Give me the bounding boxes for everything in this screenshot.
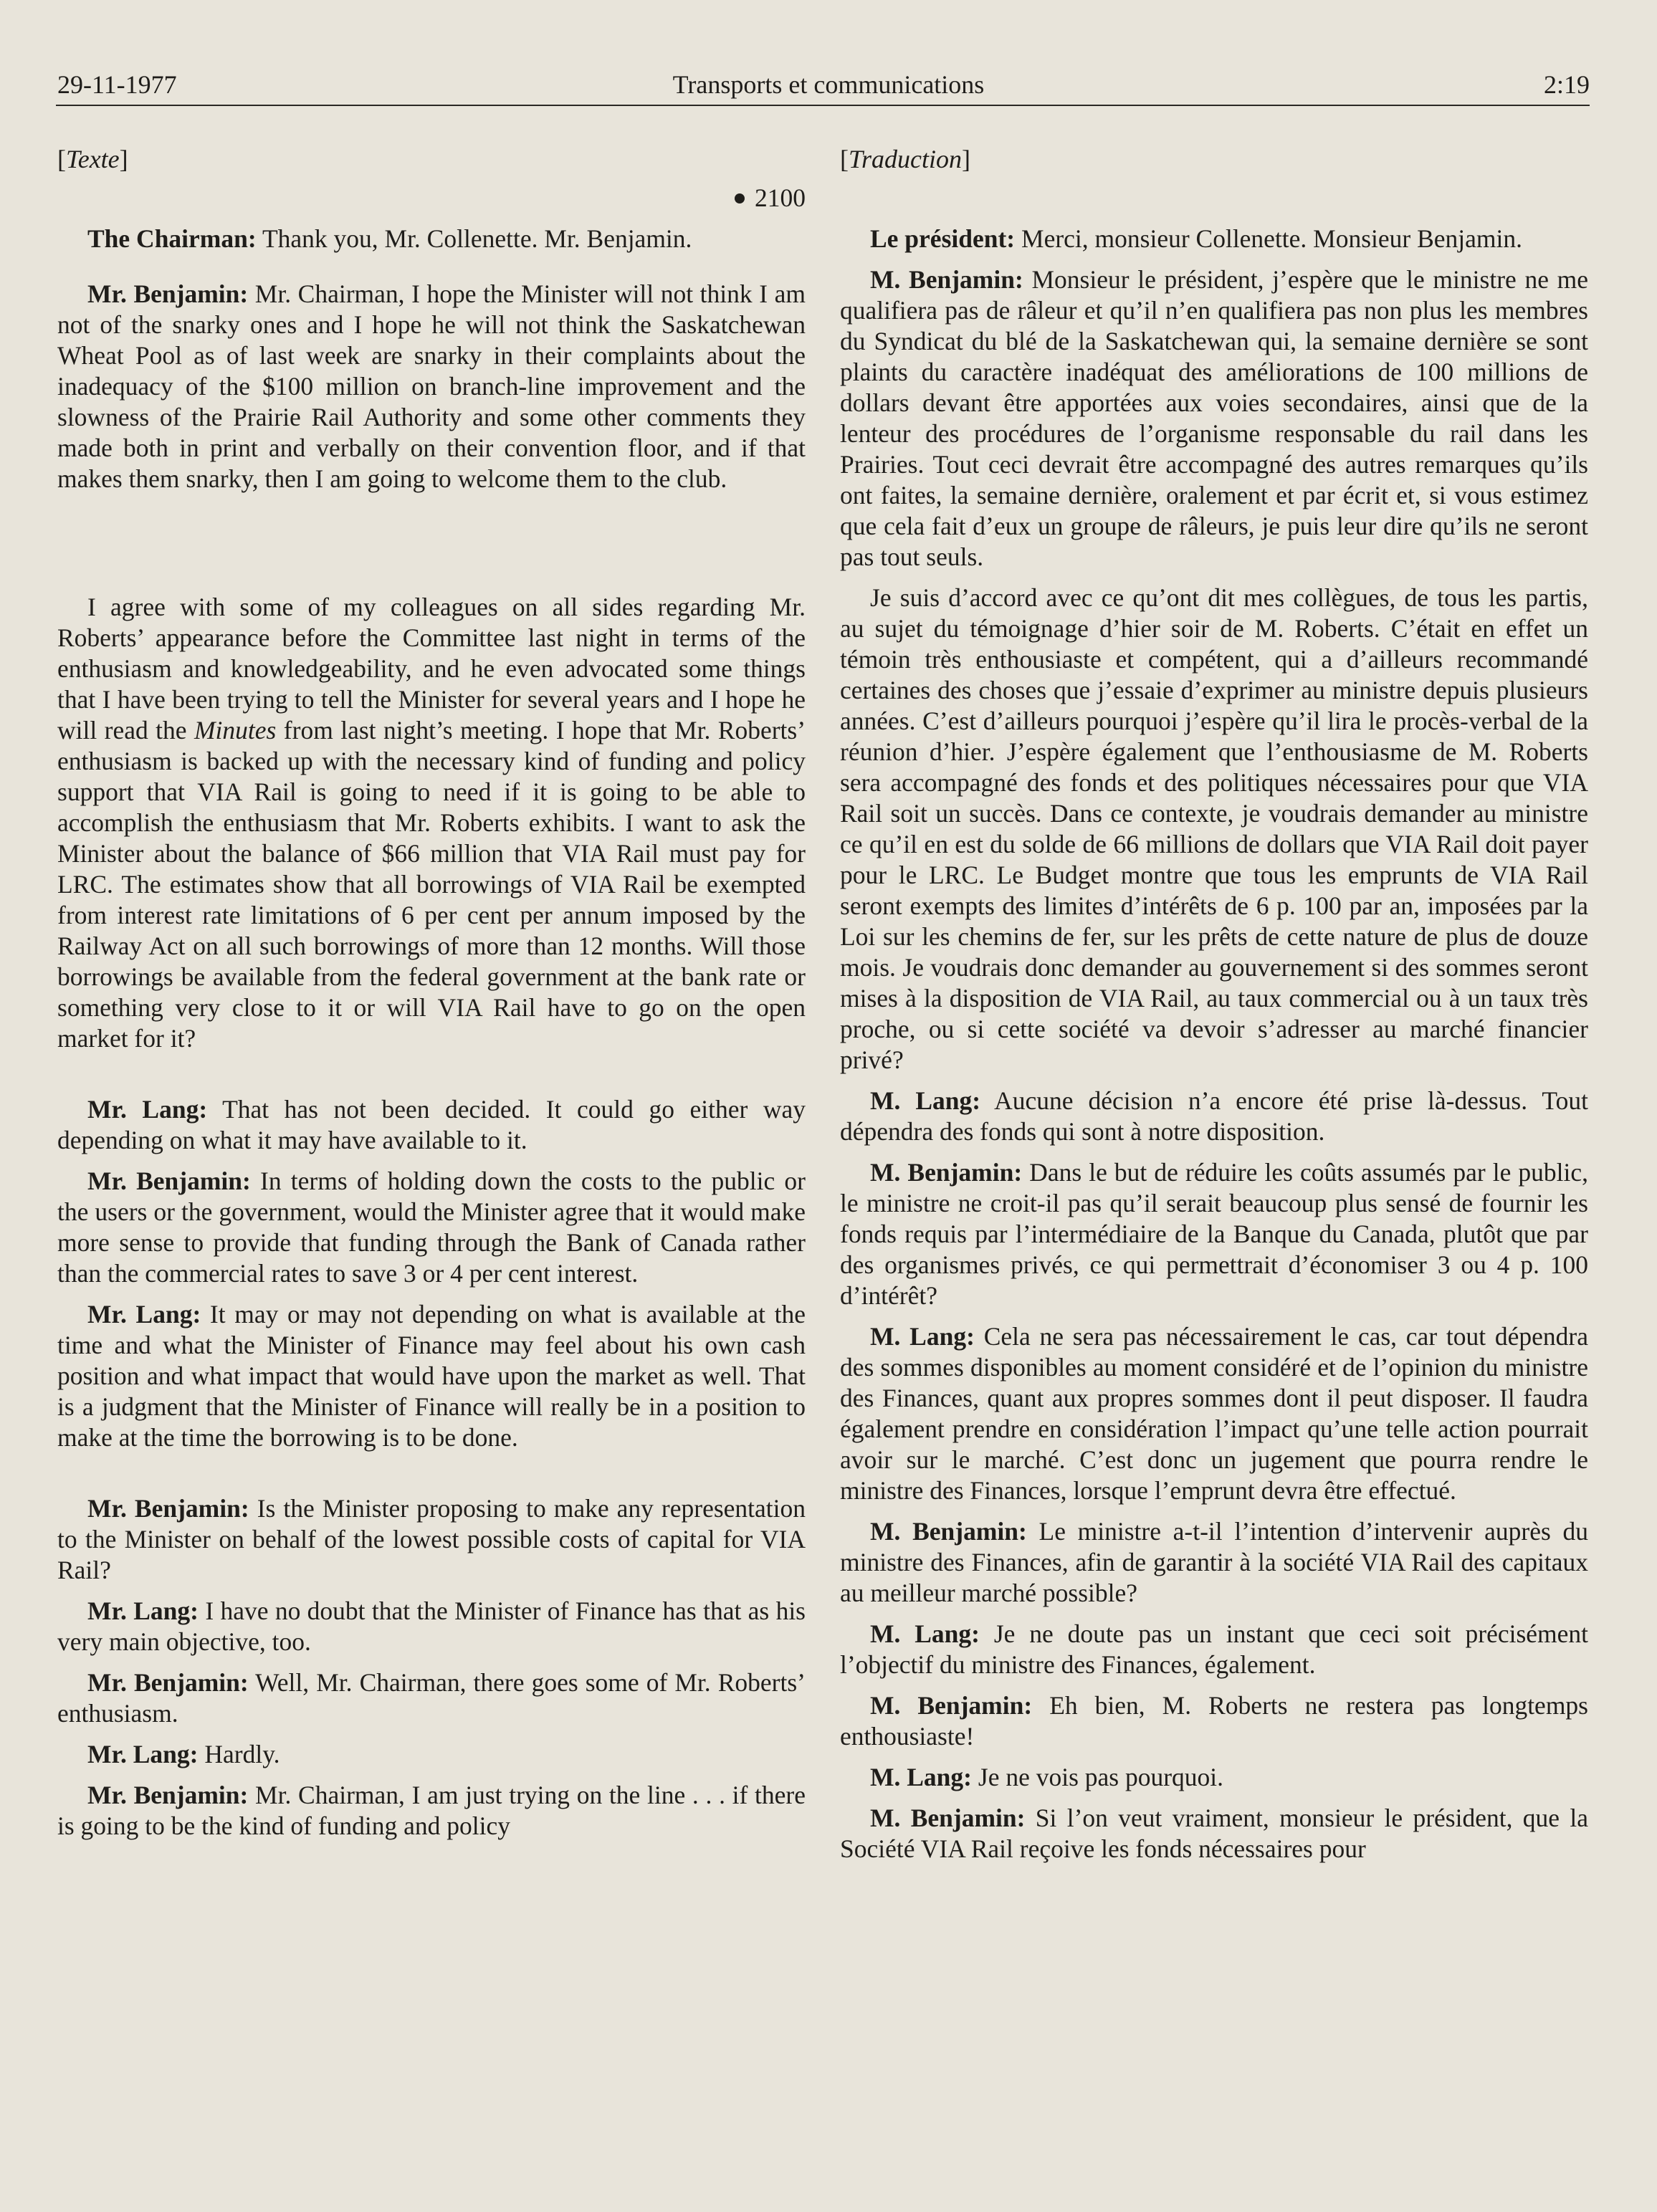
speech-text: Je ne doute pas un instant que ceci soit précisément l’objectif du ministre des Finances, également. [840, 1619, 1588, 1679]
time-value: 2100 [755, 183, 806, 212]
header-rule [56, 105, 1590, 106]
paragraph [840, 264, 1588, 573]
paragraph [57, 1299, 806, 1453]
speech-text: Mr. Chairman, I hope the Minister will not think I am not of the snarky ones and I hope he will not think the Saskatchewan Wheat Pool as of last week are snarky in their complaints about the inadequacy of the $100 million on branch-line improvement and the slowness of the Prairie Rail Authority and some other comments they made both in print and verbally on their convention floor, and if that makes them snarky, then I am going to welcome them to the club. [57, 279, 806, 493]
speaker-name: M. Lang: [870, 1322, 975, 1351]
speaker-name: Mr. Lang: [87, 1740, 199, 1768]
speaker-name: Mr. Benjamin: [87, 279, 249, 308]
speaker-name: Mr. Lang: [87, 1095, 208, 1124]
speaker-name: M. Benjamin: [870, 1804, 1026, 1832]
speech-text: Le ministre a-t-il l’intention d’intervenir auprès du ministre des Finances, afin de garantir à la société VIA Rail des capitaux au meilleur marché possible? [840, 1517, 1589, 1607]
speech-text: Hardly. [204, 1740, 280, 1768]
paragraph [840, 1321, 1588, 1506]
bullet-dot-icon [735, 193, 745, 204]
column-label-traduction: [Traduction] [840, 145, 971, 173]
paragraph [57, 1493, 806, 1586]
paragraph [840, 583, 1588, 1076]
speech-text: I agree with some of my colleagues on all sides regarding Mr. Roberts’ appearance before the Committee last night in terms of the enthusiasm and knowledgeability, and he even advocated some things that I have been trying to tell the Minister for several years and I hope he will read the [57, 593, 806, 744]
column-label-text: Texte [66, 145, 120, 173]
paragraph [57, 1780, 806, 1842]
paragraph [840, 1762, 1588, 1793]
paragraph [57, 1667, 806, 1729]
paragraph [840, 224, 1588, 254]
speech-text: Je ne vois pas pourquoi. [978, 1763, 1224, 1791]
paragraph [840, 1690, 1588, 1752]
time-marker-spacer [840, 182, 1588, 214]
paragraph [840, 1803, 1588, 1864]
time-marker [57, 182, 806, 214]
speaker-name: M. Lang: [870, 1763, 972, 1791]
speaker-name: M. Benjamin: [870, 1691, 1033, 1720]
speech-text: Si l’on veut vraiment, monsieur le président, que la Société VIA Rail reçoive les fonds nécessaires pour [840, 1804, 1588, 1863]
paragraph [57, 224, 806, 254]
french-column [840, 143, 1588, 1864]
speech-text: I have no doubt that the Minister of Finance has that as his very main objective, too. [57, 1596, 806, 1656]
header-date: 29-11-1977 [57, 70, 177, 99]
paragraph [57, 279, 806, 494]
speech-text: Is the Minister proposing to make any representation to the Minister on behalf of the lowest possible costs of capital for VIA Rail? [57, 1494, 806, 1584]
speaker-name: Mr. Benjamin: [87, 1668, 249, 1697]
speech-text: Eh bien, M. Roberts ne restera pas longtemps enthousiaste! [840, 1691, 1588, 1751]
paragraph [57, 592, 806, 1054]
speaker-name: Mr. Benjamin: [87, 1167, 251, 1195]
speaker-name: Mr. Lang: [87, 1596, 199, 1625]
paragraph [57, 1596, 806, 1657]
speaker-name: M. Lang: [870, 1086, 981, 1115]
speaker-name: M. Benjamin: [870, 1517, 1027, 1546]
english-column [57, 143, 806, 1842]
paragraph [57, 1094, 806, 1156]
speech-text: Merci, monsieur Collenette. Monsieur Benjamin. [1021, 224, 1523, 253]
paragraph [57, 1739, 806, 1770]
speech-text: Aucune décision n’a encore été prise là-dessus. Tout dépendra des fonds qui sont à notre disposition. [840, 1086, 1588, 1146]
speech-text: Dans le but de réduire les coûts assumés par le public, le ministre ne croit-il pas qu’il serait beaucoup plus sensé de fournir les fonds requis par l’intermédiaire de la Banque du Canada, plutôt que par des organismes privés, ce qui permettrait d’économiser 3 ou 4 p. 100 d’intérêt? [840, 1158, 1588, 1310]
speech-text: It may or may not depending on what is available at the time and what the Minister of Finance may feel about his own cash position and what impact that would have upon the market as well. That is a judgment that the Minister of Finance will really be in a position to make at the time the borrowing is to be done. [57, 1300, 806, 1452]
column-label-texte: [Texte] [57, 145, 128, 173]
speech-text: That has not been decided. It could go either way depending on what it may have available to it. [57, 1095, 806, 1154]
paragraph [840, 1619, 1588, 1680]
speaker-name: Mr. Benjamin: [87, 1494, 249, 1523]
speaker-name: Mr. Benjamin: [87, 1781, 249, 1809]
speaker-name: M. Benjamin: [870, 265, 1023, 294]
speech-text: from last night’s meeting. I hope that Mr. Roberts’ enthusiasm is backed up with the necessary kind of funding and policy support that VIA Rail is going to need if it is going to be able to accomplish the enthusiasm that Mr. Roberts exhibits. I want to ask the Minister about the balance of $66 million that VIA Rail must pay for LRC. The estimates show that all borrowings of VIA Rail be exempted from interest rate limitations of 6 per cent per annum imposed by the Railway Act on all such borrowings of more than 12 months. Will those borrowings be available from the federal government at the bank rate or something very close to it or will VIA Rail have to go on the open market for it? [57, 716, 806, 1053]
speech-text: Thank you, Mr. Collenette. Mr. Benjamin. [262, 224, 692, 253]
paragraph [840, 1086, 1588, 1147]
speech-text: Mr. Chairman, I am just trying on the line . . . if there is going to be the kind of funding and policy [57, 1781, 806, 1840]
speech-text: Je suis d’accord avec ce qu’ont dit mes collègues, de tous les partis, au sujet du témoignage d’hier soir de M. Roberts. C’était en effet un témoin très enthousiaste et compétent, qui a d’ailleurs recommandé certaines des choses que j’essaie d’exprimer au ministre depuis plusieurs années. C’est d’ailleurs pourquoi j’espère qu’il lira le procès-verbal de la réunion d’hier. J’espère également que l’enthousiasme de M. Roberts sera accompagné des fonds et des politiques nécessaires pour que VIA Rail soit un succès. Dans ce contexte, je voudrais demander au ministre ce qu’il en est du solde de 66 millions de dollars que VIA Rail doit payer pour le LRC. Le Budget montre que tous les emprunts de VIA Rail seront exempts des limites d’intérêts de 6 p. 100 par an, imposées par la Loi sur les chemins de fer, sur les prêts de cette nature de plus de douze mois. Je voudrais donc demander au gouvernement si des sommes seront mises à la disposition de VIA Rail, au taux commercial ou à un taux très proche, ou si cette société va devoir s’adresser au marché financier privé? [840, 583, 1588, 1074]
speech-text: In terms of holding down the costs to the public or the users or the government, would the Minister agree that it would make more sense to provide that funding through the Bank of Canada rather than the commercial rates to save 3 or 4 per cent interest. [57, 1167, 806, 1288]
speech-italic: Minutes [194, 716, 277, 744]
paragraph [840, 1157, 1588, 1311]
speaker-name: M. Benjamin: [870, 1158, 1023, 1187]
speech-text: Monsieur le président, j’espère que le ministre ne me qualifiera pas de râleur et qu’il n’en qualifiera pas non plus les membres du Syndicat du blé de la Saskatchewan qui, la semaine dernière se sont plaints du caractère inadéquat des améliorations de 100 millions de dollars devant être apportées aux voies secondaires, ainsi que de la lenteur des procédures de l’organisme responsable du rail dans les Prairies. Tout ceci devrait être accompagné des autres remarques qu’ils ont faites, la semaine dernière, oralement et par écrit et, si vous estimez que cela fait d’eux un groupe de râleurs, je puis leur dire qu’ils ne seront pas tout seuls. [840, 265, 1588, 571]
header-page-number: 2:19 [1543, 70, 1590, 99]
paragraph [840, 1516, 1588, 1609]
header-title: Transports et communications [672, 70, 985, 99]
speaker-name: M. Lang: [870, 1619, 980, 1648]
speaker-name: The Chairman: [87, 224, 257, 253]
speaker-name: Mr. Lang: [87, 1300, 201, 1328]
speech-text: Well, Mr. Chairman, there goes some of Mr. Roberts’ enthusiasm. [57, 1668, 806, 1728]
speech-text: Cela ne sera pas nécessairement le cas, car tout dépendra des sommes disponibles au moment considéré et de l’opinion du ministre des Finances, quant aux propres sommes dont il peut disposer. Il faudra également prendre en considération l’impact qu’une telle action pourrait avoir sur le marché. C’est donc un jugement que pourra rendre le ministre des Finances, lorsque l’emprunt devra être effectué. [840, 1322, 1589, 1505]
column-label-text: Traduction [849, 145, 963, 173]
paragraph [57, 1166, 806, 1289]
speaker-name: Le président: [870, 224, 1016, 253]
